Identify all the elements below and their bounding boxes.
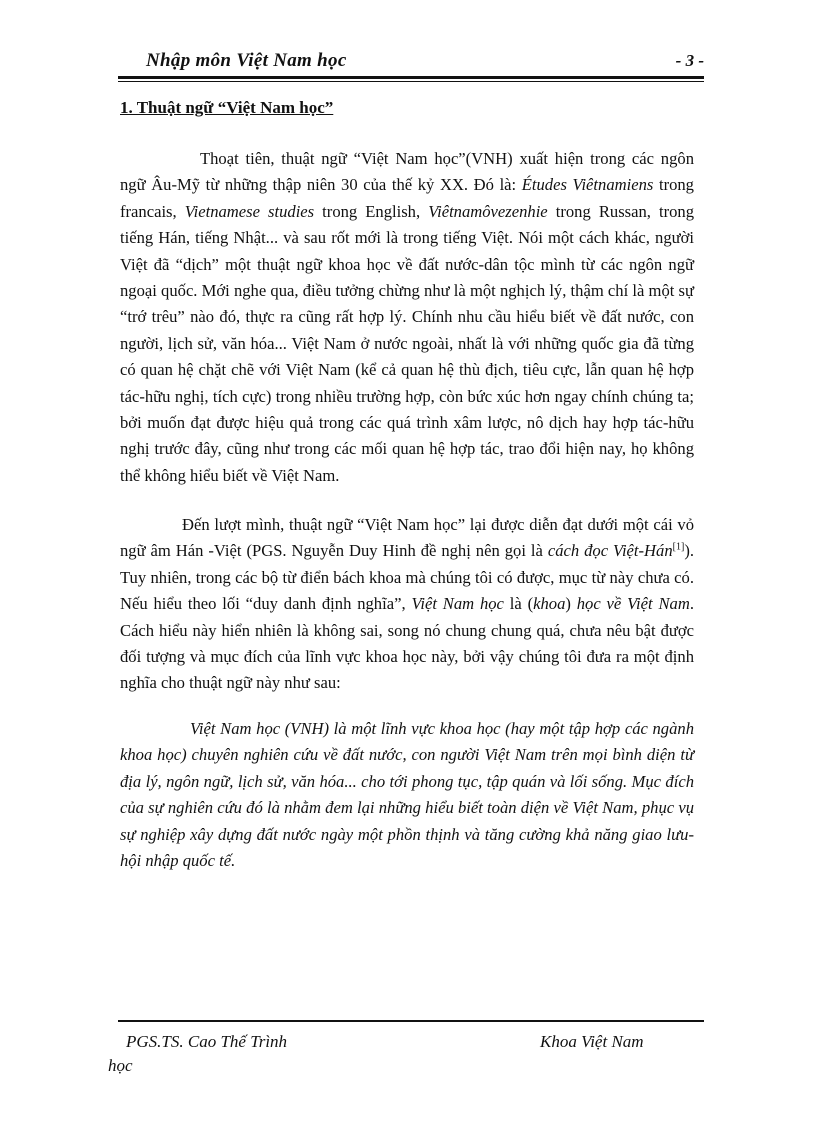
paragraph-2-text-d: ) [565,594,577,614]
paragraph-2-italic-d: học về Việt Nam [576,594,690,614]
page-header [118,48,704,76]
header-rule-thin [118,81,704,82]
paragraph-1-italic-b: Vietnamese studies [184,201,315,221]
page-number: - 3 - [675,51,704,70]
paragraph-2 [120,512,694,697]
footer-rule [118,1020,704,1022]
paragraph-1-text-d: trong Russan, trong tiếng Hán, tiếng Nhật... và sau rốt mới là trong tiếng Việt. Nói một cách khác, người Việt đã “dịch” một thuật ngữ khoa học về đất nước-dân tộc mình từ các ngôn ngữ ngoại quốc. Mới nghe qua, điều tưởng chừng như là một nghịch lý, thậm chí là một sự “trớ trêu” nào đó, thực ra cũng rất hợp lý. Chính nhu cầu hiểu biết về đất nước, con người, lịch sử, văn hóa... Việt Nam ở nước ngoài, nhất là với những quốc gia đã từng có quan hệ chặt chẽ với Việt Nam (kể cả quan hệ thù địch, tiêu cực, lẫn quan hệ hợp tác-hữu nghị, tích cực) trong nhiều trường hợp, còn bức xúc hơn ngay chính chúng ta; bởi muốn đạt được hiệu quả trong các quá trình xâm lược, nô dịch hay hợp tác-hữu nghị trước đây, cũng như trong các mối quan hệ hợp tác, trao đổi hiện nay, họ không thể không hiểu biết về Việt Nam. [120,201,695,485]
paragraph-1-text-b: trong francais, [120,175,694,221]
paragraph-2-text-c: là ( [503,594,534,614]
definition-paragraph: Việt Nam học (VNH) là một lĩnh vực khoa học (hay một tập hợp các ngành khoa học) chuyên nghiên cứu về đất nước, con người Việt Nam trên mọi bình diện từ địa lý, ngôn ngữ, lịch sử, văn hóa... cho tới phong tục, tập quán và lối sống. Mục đích của sự nghiên cứu đó là nhằm đem lại những hiểu biết toàn diện về Việt Nam, phục vụ sự nghiệp xây dựng đất nước ngày một phồn thịnh và tăng cường khả năng giao lưu-hội nhập quốc tế. [120,719,694,871]
paragraph-1 [120,146,694,489]
paragraph-2-italic-a: cách đọc Việt-Hán [547,541,673,561]
header-rule [118,76,704,79]
paragraph-2-text-e: . Cách hiểu này hiển nhiên là không sai, song nó chung chung quá, chưa nêu bật được đối tượng và mục đích của lĩnh vực khoa học này, bởi vậy chúng tôi đưa ra một định nghĩa cho thuật ngữ này như sau: [120,594,694,693]
section-heading: 1. Thuật ngữ “Việt Nam học” [120,98,334,117]
paragraph-2-italic-c: khoa [533,594,566,614]
paragraph-2-text-a: Đến lượt mình, thuật ngữ “Việt Nam học” lại được diễn đạt dưới một cái vỏ ngữ âm Hán -Việt (PGS. Nguyễn Duy Hinh đề nghị nên gọi là [120,515,694,561]
header-title: Nhập môn Việt Nam học [146,50,347,71]
paragraph-2-text-b: ). Tuy nhiên, trong các bộ từ điển bách khoa mà chúng tôi có được, mục từ này chưa có. Nếu hiểu theo lối “duy danh định nghĩa”, [120,541,694,614]
paragraph-1-text-a: Thoạt tiên, thuật ngữ “Việt Nam học”(VNH) xuất hiện trong các ngôn ngữ Âu-Mỹ từ những thập niên 30 của thế kỷ XX. Đó là: [120,149,694,195]
footer-department-wrap: học [108,1056,133,1075]
paragraph-1-italic-c: Viêtnamôvezenhie [428,201,548,221]
footer-author: PGS.TS. Cao Thế Trình [126,1032,288,1051]
footer-department: Khoa Việt Nam [540,1032,644,1051]
footnote-ref[interactable]: [1] [672,541,685,553]
paragraph-2-italic-b: Việt Nam học [411,594,504,614]
paragraph-1-italic-a: Études Viêtnamiens [521,175,654,195]
paragraph-1-text-c: trong English, [314,201,429,221]
